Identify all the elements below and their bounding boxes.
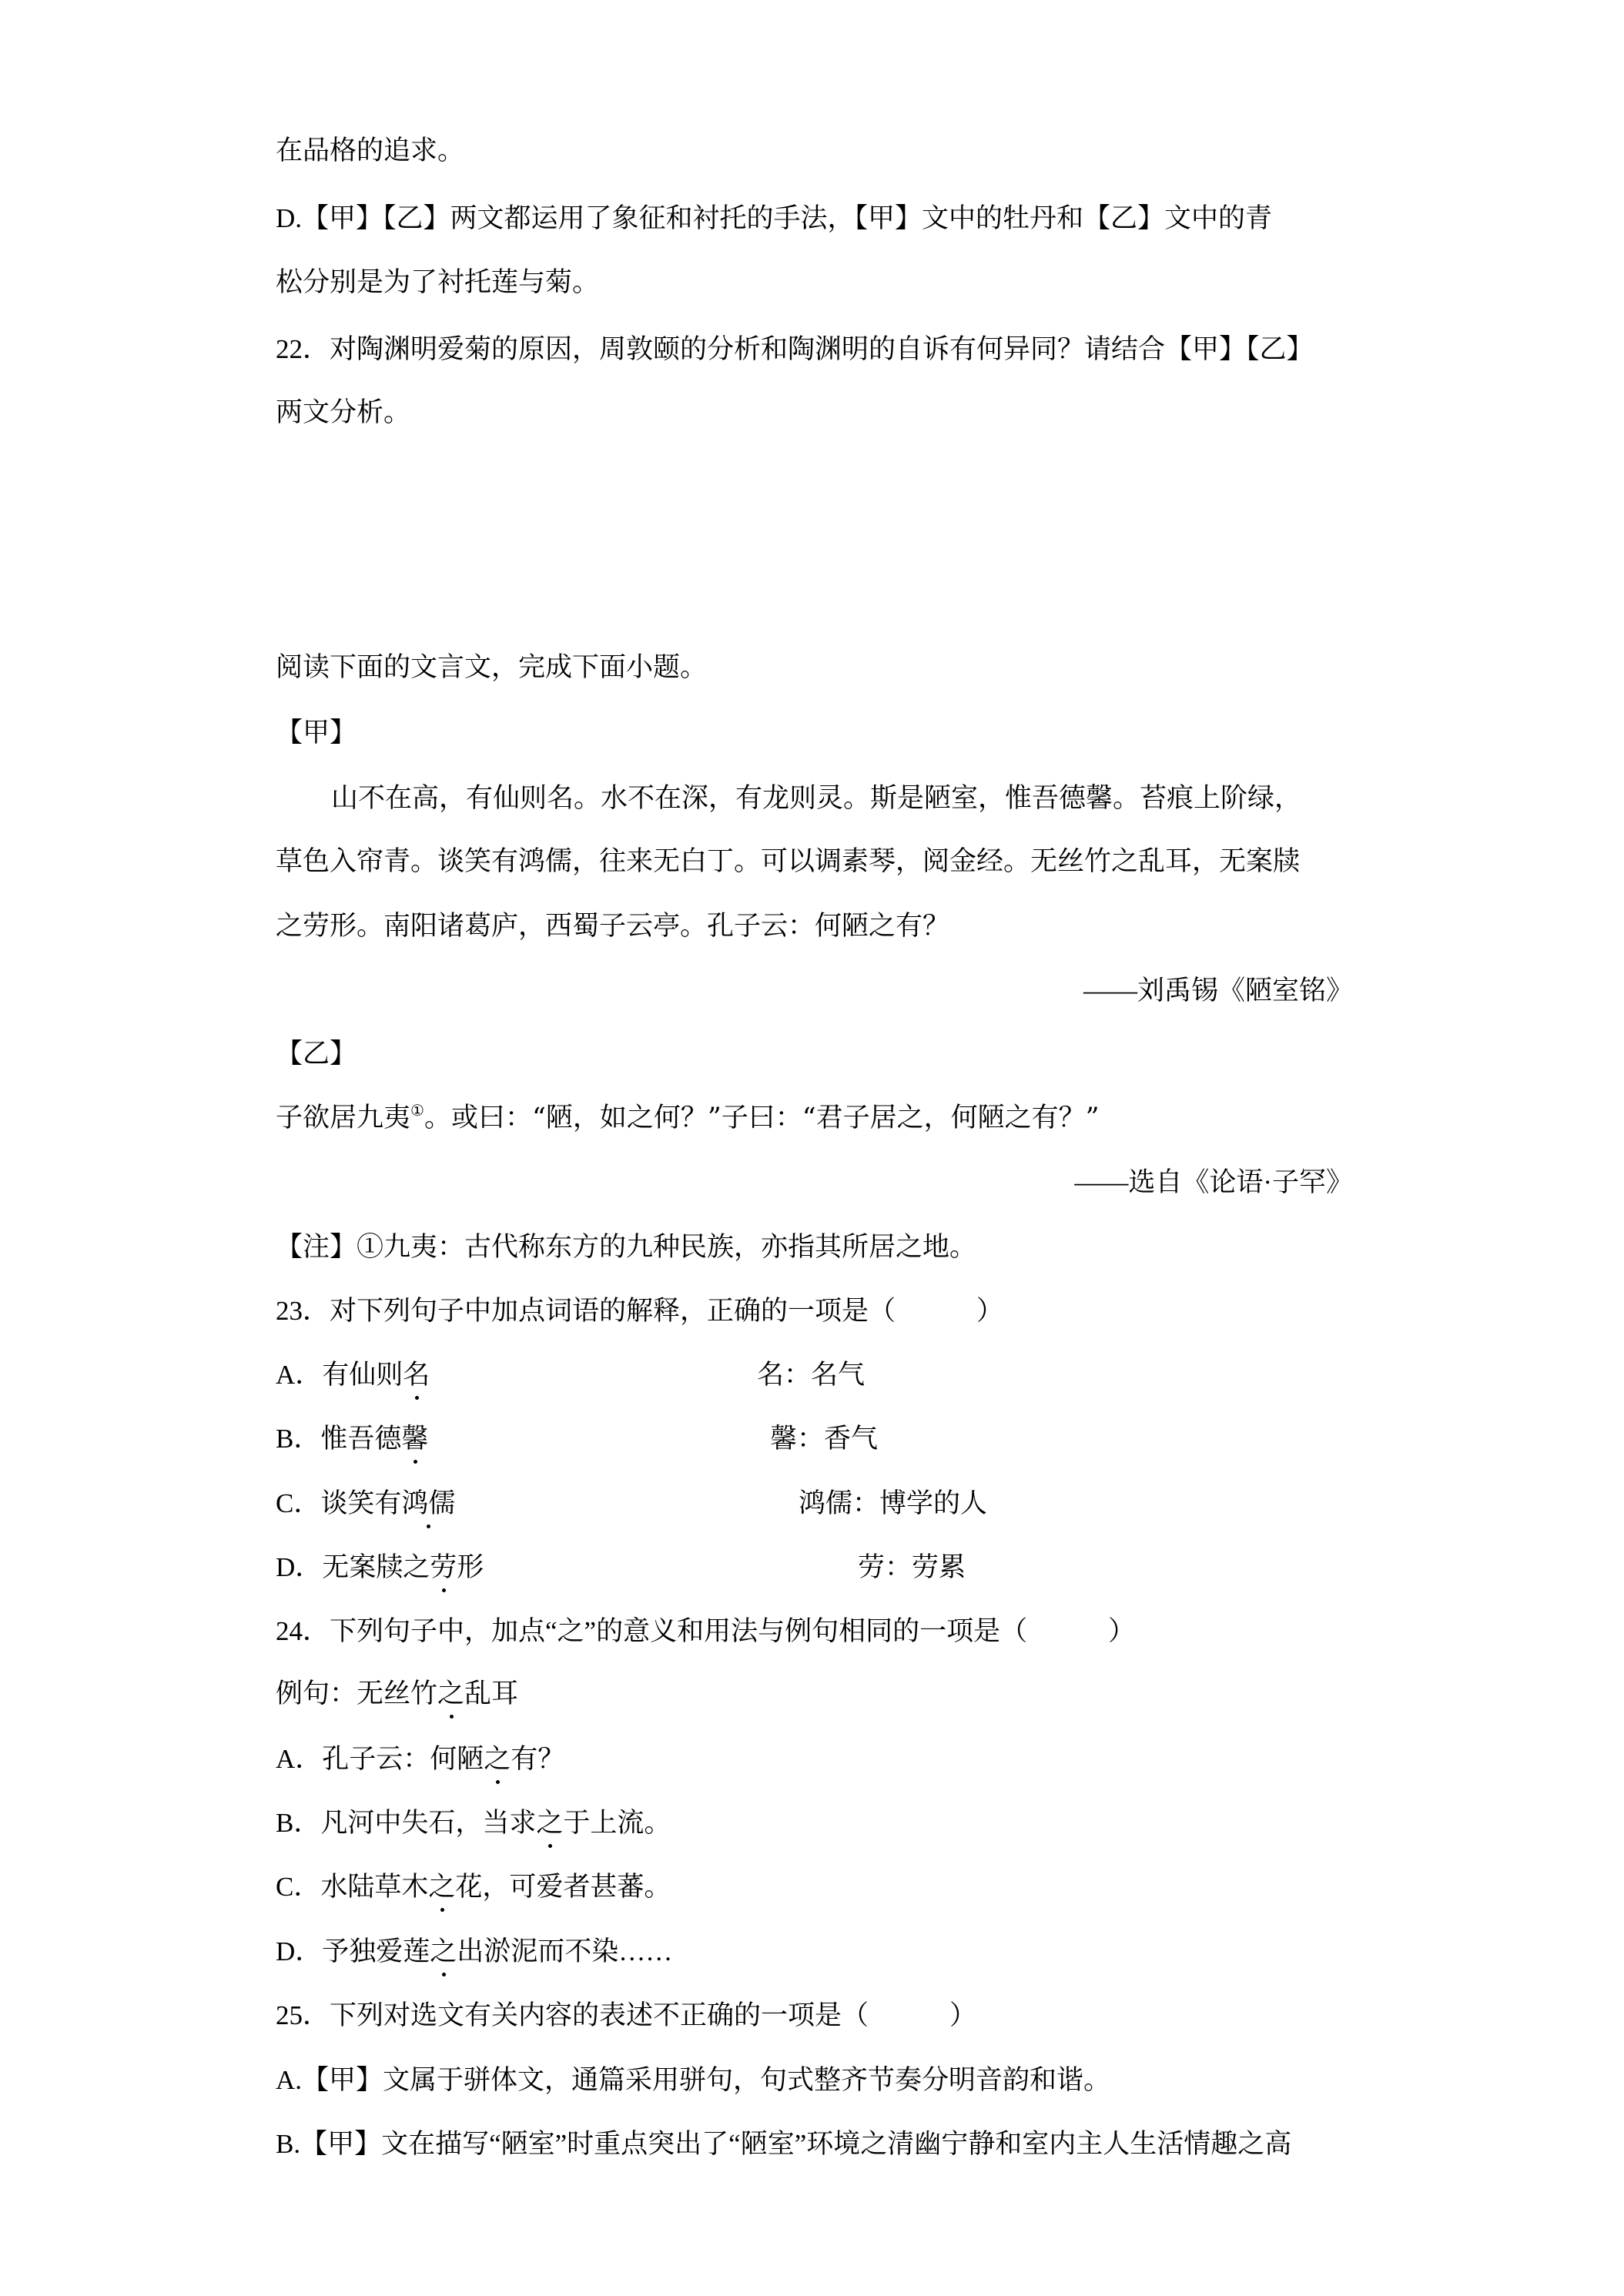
footnote: 【注】①九夷：古代称东方的九种民族，亦指其所居之地。 (276, 1232, 977, 1262)
text-line: 松分别是为了衬托莲与菊。 (276, 267, 600, 297)
option-text: C．水陆草木 (276, 1872, 429, 1902)
option-text: B．惟吾德 (276, 1424, 402, 1454)
question-23-stem: 23．对下列句子中加点词语的解释，正确的一项是（ ） (276, 1296, 1004, 1326)
option-d-q21: D.【甲】【乙】两文都运用了象征和衬托的手法，【甲】文中的牡丹和【乙】文中的青 (276, 203, 1273, 233)
option-text: 有？ (511, 1744, 565, 1774)
question-22: 22．对陶渊明爱菊的原因，周敦颐的分析和陶渊明的自诉有何异同？请结合【甲】【乙】 (276, 334, 1314, 364)
example-text: 例句：无丝竹 (276, 1678, 438, 1709)
dotted-word: 劳 (430, 1552, 457, 1582)
option-text: C．谈笑有 (276, 1488, 402, 1518)
q23-option-a (276, 1360, 430, 1391)
example-text: 乱耳 (464, 1678, 519, 1709)
q24-option-d (276, 1936, 672, 1967)
dotted-word: 馨 (401, 1424, 429, 1454)
passage-label-yi: 【乙】 (276, 1039, 357, 1069)
text-line: 两文分析。 (276, 397, 411, 427)
option-text: D．予独爱莲 (276, 1936, 430, 1966)
passage-jia-source: ——刘禹锡《陋室铭》 (1083, 976, 1353, 1006)
text-line: 在品格的追求。 (276, 136, 465, 166)
footnote-marker: ① (410, 1101, 424, 1120)
passage-yi-text-a: 子欲居九夷 (276, 1103, 411, 1133)
option-text: A．有仙则 (276, 1360, 403, 1390)
option-text: D．无案牍之 (276, 1552, 430, 1582)
passage-label-jia: 【甲】 (276, 718, 357, 748)
reading-instruction: 阅读下面的文言文，完成下面小题。 (276, 652, 708, 682)
option-text: 于上流。 (563, 1808, 671, 1838)
dotted-word: 之 (428, 1872, 456, 1902)
option-text: B．凡河中失石，当求 (276, 1808, 537, 1838)
dotted-word: 之 (484, 1744, 511, 1774)
q23-option-a-definition: 名：名气 (757, 1360, 866, 1390)
passage-jia-line: 之劳形。南阳诸葛庐，西蜀子云亭。孔子云：何陋之有？ (276, 911, 950, 942)
q24-option-c (276, 1872, 671, 1903)
passage-jia-line: 山不在高，有仙则名。水不在深，有龙则灵。斯是陋室，惟吾德馨。苔痕上阶绿， (331, 783, 1302, 814)
option-text: 形 (457, 1552, 484, 1582)
q23-option-c (276, 1488, 455, 1519)
q25-option-b: B.【甲】文在描写“陋室”时重点突出了“陋室”环境之清幽宁静和室内主人生活情趣之高 (276, 2129, 1292, 2159)
passage-yi-text (276, 1103, 1100, 1133)
passage-yi-text-b: 。或曰：“陋，如之何？”子曰：“君子居之，何陋之有？” (424, 1103, 1100, 1133)
dotted-word: 之 (437, 1678, 465, 1709)
question-24-stem: 24．下列句子中，加点“之”的意义和用法与例句相同的一项是（ ） (276, 1616, 1136, 1646)
option-text: A．孔子云：何陋 (276, 1744, 484, 1774)
q24-option-a (276, 1744, 564, 1775)
q23-option-b (276, 1424, 428, 1454)
passage-jia-line: 草色入帘青。谈笑有鸿儒，往来无白丁。可以调素琴，阅金经。无丝竹之乱耳，无案牍 (276, 846, 1301, 877)
dotted-word: 名 (403, 1360, 430, 1390)
q24-option-b (276, 1808, 671, 1839)
question-25-stem: 25．下列对选文有关内容的表述不正确的一项是（ ） (276, 2000, 977, 2030)
q24-example (276, 1678, 518, 1709)
q23-option-d-definition: 劳：劳累 (858, 1552, 966, 1582)
q23-option-d (276, 1552, 484, 1583)
passage-yi-source: ——选自《论语·子罕》 (1074, 1167, 1353, 1197)
q23-option-c-definition: 鸿儒：博学的人 (799, 1488, 988, 1518)
dotted-word: 鸿儒 (401, 1488, 456, 1518)
option-text: 花，可爱者甚蕃。 (455, 1872, 671, 1902)
option-text: 出淤泥而不染…… (457, 1936, 673, 1966)
dotted-word: 之 (430, 1936, 457, 1966)
dotted-word: 之 (536, 1808, 564, 1838)
q25-option-a: A.【甲】文属于骈体文，通篇采用骈句，句式整齐节奏分明音韵和谐。 (276, 2065, 1111, 2095)
q23-option-b-definition: 馨：香气 (770, 1424, 879, 1454)
